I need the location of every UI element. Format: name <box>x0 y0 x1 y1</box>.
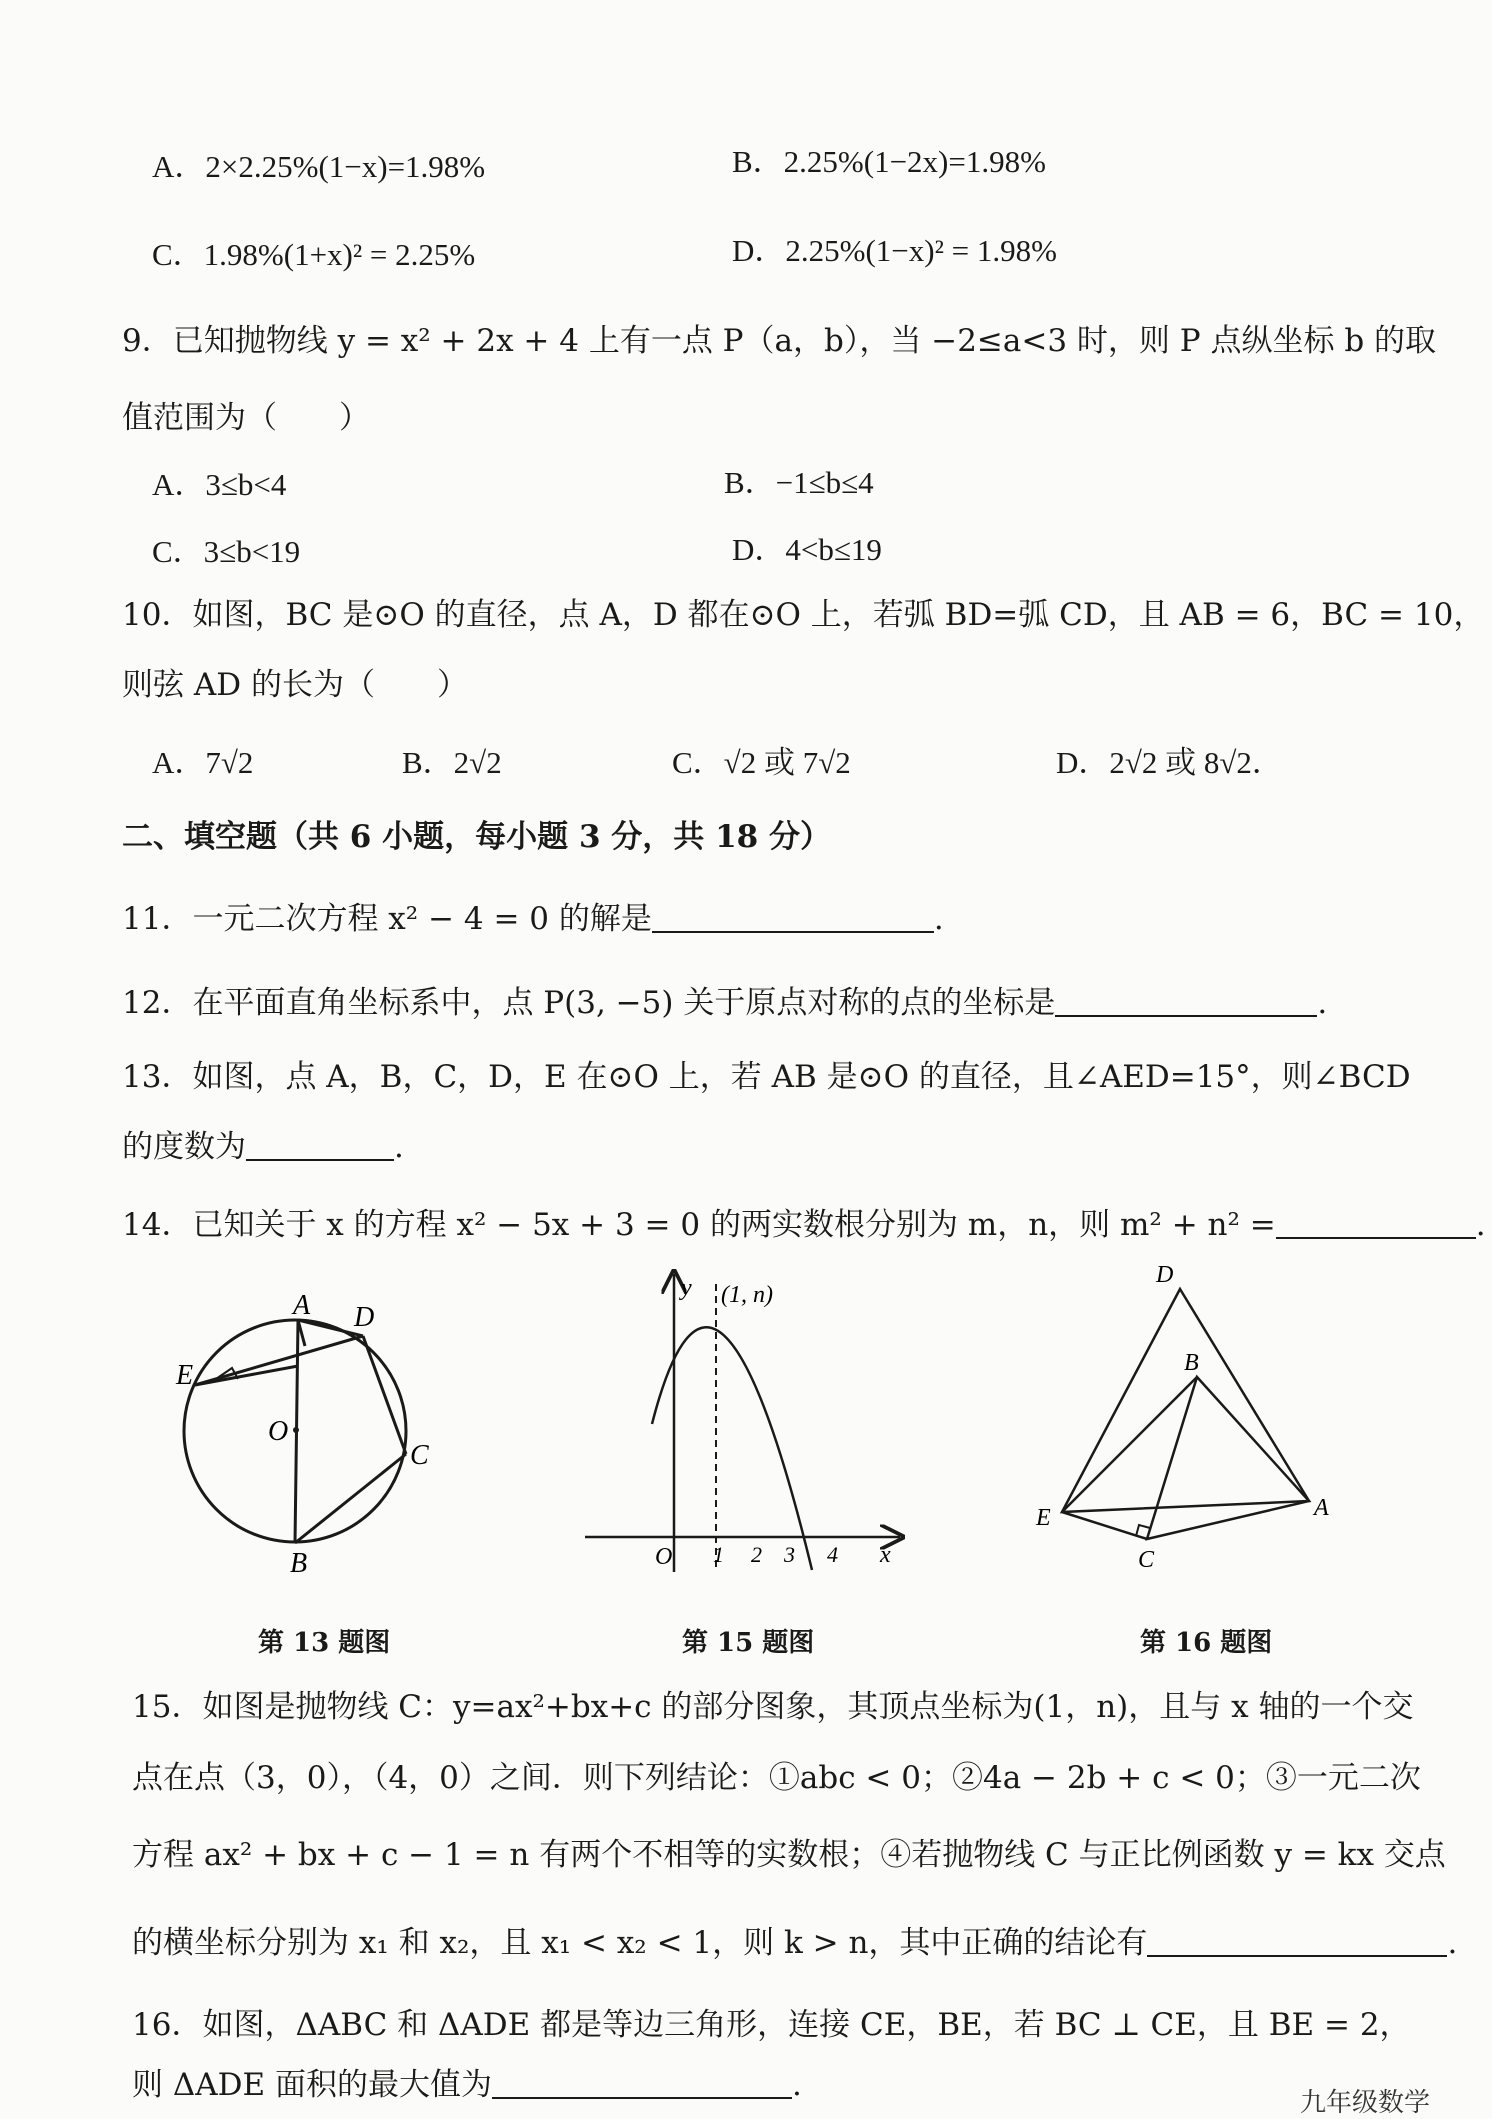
q16-line1: 16．如图，ΔABC 和 ΔADE 都是等边三角形，连接 CE，BE，若 BC ⊥ CE，且 BE = 2， <box>132 2007 1411 2043</box>
figure-16-triangles-diagram <box>1028 1262 1358 1582</box>
figure-13-circle-diagram <box>150 1280 470 1580</box>
q15-line1: 15．如图是抛物线 C：y=ax²+bx+c 的部分图象，其顶点坐标为(1，n)，且与 x 轴的一个交 <box>132 1689 1414 1725</box>
q16-line2: 则 ΔADE 面积的最大值为 <box>132 2067 492 2103</box>
q15-line3: 方程 ax² + bx + c − 1 = n 有两个不相等的实数根；④若抛物线 C 与正比例函数 y = kx 交点 <box>132 1837 1446 1873</box>
q14 <box>122 1206 1486 1245</box>
q13-stem-line2: 的度数为 <box>122 1129 246 1165</box>
label-a: A <box>293 1290 311 1321</box>
q14-answer-blank[interactable] <box>1276 1209 1476 1239</box>
label-y: y <box>681 1275 692 1301</box>
q12-text: 12．在平面直角坐标系中，点 P(3, −5) 关于原点对称的点的坐标是 <box>122 985 1056 1021</box>
q12-end: . <box>1317 985 1328 1021</box>
q10-option-d: D．2√2 或 8√2． <box>1056 745 1283 780</box>
q13-stem-line1: 13．如图，点 A，B，C，D，E 在⊙O 上，若 AB 是⊙O 的直径，且∠AED=15°，则∠BCD <box>122 1059 1411 1095</box>
q11-text: 11．一元二次方程 x² − 4 = 0 的解是 <box>122 901 652 937</box>
label-o: O <box>268 1416 289 1447</box>
q10-option-b: B．2√2 <box>402 745 502 780</box>
q10-stem-line2: 则弦 AD 的长为（ ） <box>122 667 468 703</box>
label-e: E <box>1036 1505 1051 1531</box>
q15-line4-wrap <box>132 1924 1457 1963</box>
figure-16-caption: 第 16 题图 <box>1140 1628 1273 1658</box>
section-2-heading: 二、填空题（共 6 小题，每小题 3 分，共 18 分） <box>122 819 832 855</box>
label-d: D <box>354 1302 375 1333</box>
q12-answer-blank[interactable] <box>1055 987 1317 1017</box>
chord-ed <box>195 1336 363 1385</box>
label-vertex: (1, n) <box>721 1282 773 1308</box>
q13-line2 <box>122 1128 404 1167</box>
q11 <box>122 900 944 939</box>
figure-13-caption: 第 13 题图 <box>258 1628 391 1658</box>
q13-end: . <box>394 1129 404 1165</box>
q15-line4: 的横坐标分别为 x₁ 和 x₂，且 x₁ < x₂ < 1，则 k > n，其中正确的结论有 <box>132 1925 1148 1961</box>
q8-option-a: A．2×2.25%(1−x)=1.98% <box>152 149 486 184</box>
parabola-curve <box>652 1327 812 1570</box>
center-o-dot <box>293 1427 299 1433</box>
q15-line2: 点在点（3，0），（4，0）之间．则下列结论：①abc < 0；②4a − 2b + c < 0；③一元二次 <box>132 1760 1421 1796</box>
q9-option-b: B．−1≤b≤4 <box>724 465 874 500</box>
tick-2: 2 <box>751 1542 762 1567</box>
label-e: E <box>176 1360 194 1391</box>
q8-option-d: D．2.25%(1−x)² = 1.98% <box>732 233 1057 268</box>
figure-15-parabola-graph <box>575 1262 915 1582</box>
q10-option-a: A．7√2 <box>152 745 254 780</box>
label-x: x <box>880 1542 891 1568</box>
q12 <box>122 984 1327 1023</box>
label-b: B <box>1184 1350 1199 1376</box>
tick-1: 1 <box>713 1542 724 1567</box>
q8-option-c: C．1.98%(1+x)² = 2.25% <box>152 237 476 272</box>
q15-end: . <box>1447 1925 1458 1961</box>
label-b: B <box>290 1548 308 1579</box>
triangle-ade <box>1062 1289 1309 1512</box>
q14-end: . <box>1475 1207 1486 1243</box>
q9-stem-line1: 9．已知抛物线 y = x² + 2x + 4 上有一点 P（a，b），当 −2≤a<3 时，则 P 点纵坐标 b 的取 <box>122 323 1437 359</box>
q8-option-b: B．2.25%(1−2x)=1.98% <box>732 144 1046 179</box>
q16-answer-blank[interactable] <box>492 2069 792 2099</box>
label-d: D <box>1156 1262 1174 1288</box>
label-c: C <box>1138 1547 1155 1573</box>
q11-end: . <box>933 901 944 937</box>
q14-text: 14．已知关于 x 的方程 x² − 5x + 3 = 0 的两实数根分别为 m，n，则 m² + n² = <box>122 1207 1276 1243</box>
tick-4: 4 <box>827 1542 838 1567</box>
footer-text: 九年级数学 <box>1300 2088 1431 2118</box>
q10-option-c: C．√2 或 7√2 <box>672 745 851 780</box>
q10-stem-line1: 10．如图，BC 是⊙O 的直径，点 A，D 都在⊙O 上，若弧 BD=弧 CD，且 AB = 6，BC = 10， <box>122 597 1485 633</box>
chord-cb <box>295 1454 406 1543</box>
q11-answer-blank[interactable] <box>652 903 934 933</box>
q15-answer-blank[interactable] <box>1147 1927 1447 1957</box>
q9-option-a: A．3≤b<4 <box>152 467 287 502</box>
q9-option-c: C．3≤b<19 <box>152 534 301 569</box>
q9-option-d: D．4<b≤19 <box>732 532 882 567</box>
segment-ce <box>1062 1512 1147 1539</box>
q13-answer-blank[interactable] <box>246 1131 394 1161</box>
label-c: C <box>410 1440 429 1471</box>
figure-15-caption: 第 15 题图 <box>682 1628 815 1658</box>
q9-stem-line2: 值范围为（ ） <box>122 400 370 436</box>
label-a: A <box>1314 1495 1329 1521</box>
q16-line2-wrap <box>132 2066 802 2105</box>
label-origin: O <box>655 1544 673 1570</box>
tick-3: 3 <box>784 1542 795 1567</box>
q16-end: . <box>791 2067 802 2103</box>
